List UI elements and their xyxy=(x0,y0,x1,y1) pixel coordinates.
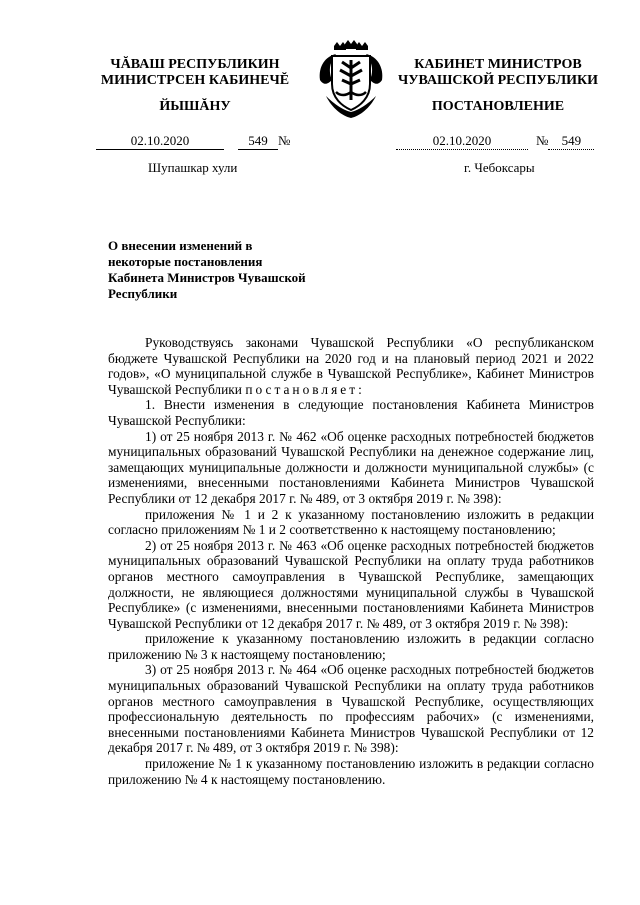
number-sign-left: № xyxy=(278,133,291,148)
paragraph-subitem-2: 2) от 25 ноября 2013 г. № 463 «Об оценке расходных потребностей бюджетов муниципальных образований Чувашской Республики на оплату труда работников органов местного самоуправления в Чувашской Республике, замещающих должности, не являющиеся должностями муниципальной службы в Чувашской Республике» (с изменениями, внесенными постановлениями Кабинета Министров Чувашской Республики от 12 декабря 2017 г. № 489, от 3 октября 2019 г. № 398): xyxy=(108,537,594,631)
paragraph-subitem-2-action: приложение к указанному постановлению изложить в редакции согласно приложению № 3 к настоящему постановлению; xyxy=(108,631,594,662)
header-right-org xyxy=(394,57,602,89)
paragraph-intro xyxy=(108,335,594,397)
paragraph-subitem-1-action: приложения № 1 и 2 к указанному постановлению изложить в редакции согласно приложениям № 1 и 2 соответственно к настоящему постановлению; xyxy=(108,506,594,538)
header-right-doc-type: ПОСТАНОВЛЕНИЕ xyxy=(431,99,565,114)
chuvash-coat-of-arms-icon xyxy=(314,40,388,120)
header-right-line2: ЧУВАШСКОЙ РЕСПУБЛИКИ xyxy=(397,73,599,88)
header-right-line1: КАБИНЕТ МИНИСТРОВ xyxy=(414,57,582,72)
number-left: 549 xyxy=(238,133,278,150)
date-left: 02.10.2020 xyxy=(96,133,224,150)
place-left: Шупашкар хули xyxy=(148,160,238,175)
paragraph-subitem-3: 3) от 25 ноября 2013 г. № 464 «Об оценке расходных потребностей бюджетов муниципальных образований Чувашской Республики на оплату труда работников органов местного самоуправления в Чувашской Республике, осуществляющих профессиональную деятельность по профессиям рабочих» (с изменениями, внесенными постановлениями Кабинета Министров Чувашской Республики от 12 декабря 2017 г. № 489, от 3 октября 2019 г. № 398): xyxy=(108,662,594,756)
number-right: 549 xyxy=(548,133,594,150)
paragraph-subitem-1: 1) от 25 ноября 2013 г. № 462 «Об оценке расходных потребностей бюджетов муниципальных образований Чувашской Республики на денежное содержание лиц, замещающих муниципальные должности и должности муниципальной службы» (с изменениями, внесенными постановлениями Кабинета Министров Чувашской Республики от 12 декабря 2017 г. № 489, от 3 октября 2019 г. № 398): xyxy=(108,428,594,506)
document-body xyxy=(108,335,594,787)
header-left-doc-type: ЙЫШĂНУ xyxy=(159,99,231,114)
date-number-right xyxy=(396,133,594,150)
date-number-left xyxy=(96,133,290,150)
number-sign-right: № xyxy=(536,133,549,148)
header-left-org xyxy=(95,57,295,89)
paragraph-intro-text: Руководствуясь законами Чувашской Республики «О республиканском бюджете Чувашской Республики на 2020 год и на плановый период 2021 и 2022 годов», «О муниципальной службе в Чувашской Республике», Кабинет Министров Чувашской Республики xyxy=(108,335,594,397)
header-left-line1: ЧĂВАШ РЕСПУБЛИКИН xyxy=(110,57,280,72)
paragraph-intro-end: : xyxy=(358,381,362,397)
header-left-line2: МИНИСТРСЕН КАБИНЕЧĔ xyxy=(100,73,290,88)
paragraph-subitem-3-action: приложение № 1 к указанному постановлению изложить в редакции согласно приложению № 4 к настоящему постановлению. xyxy=(108,756,594,787)
document-title: О внесении изменений в некоторые постановления Кабинета Министров Чувашской Республики xyxy=(108,238,306,301)
decree-word: постановляет xyxy=(245,381,359,397)
paragraph-item-1: 1. Внести изменения в следующие постановления Кабинета Министров Чувашской Республики: xyxy=(108,397,594,428)
date-right: 02.10.2020 xyxy=(396,133,528,150)
place-right: г. Чебоксары xyxy=(464,160,535,175)
